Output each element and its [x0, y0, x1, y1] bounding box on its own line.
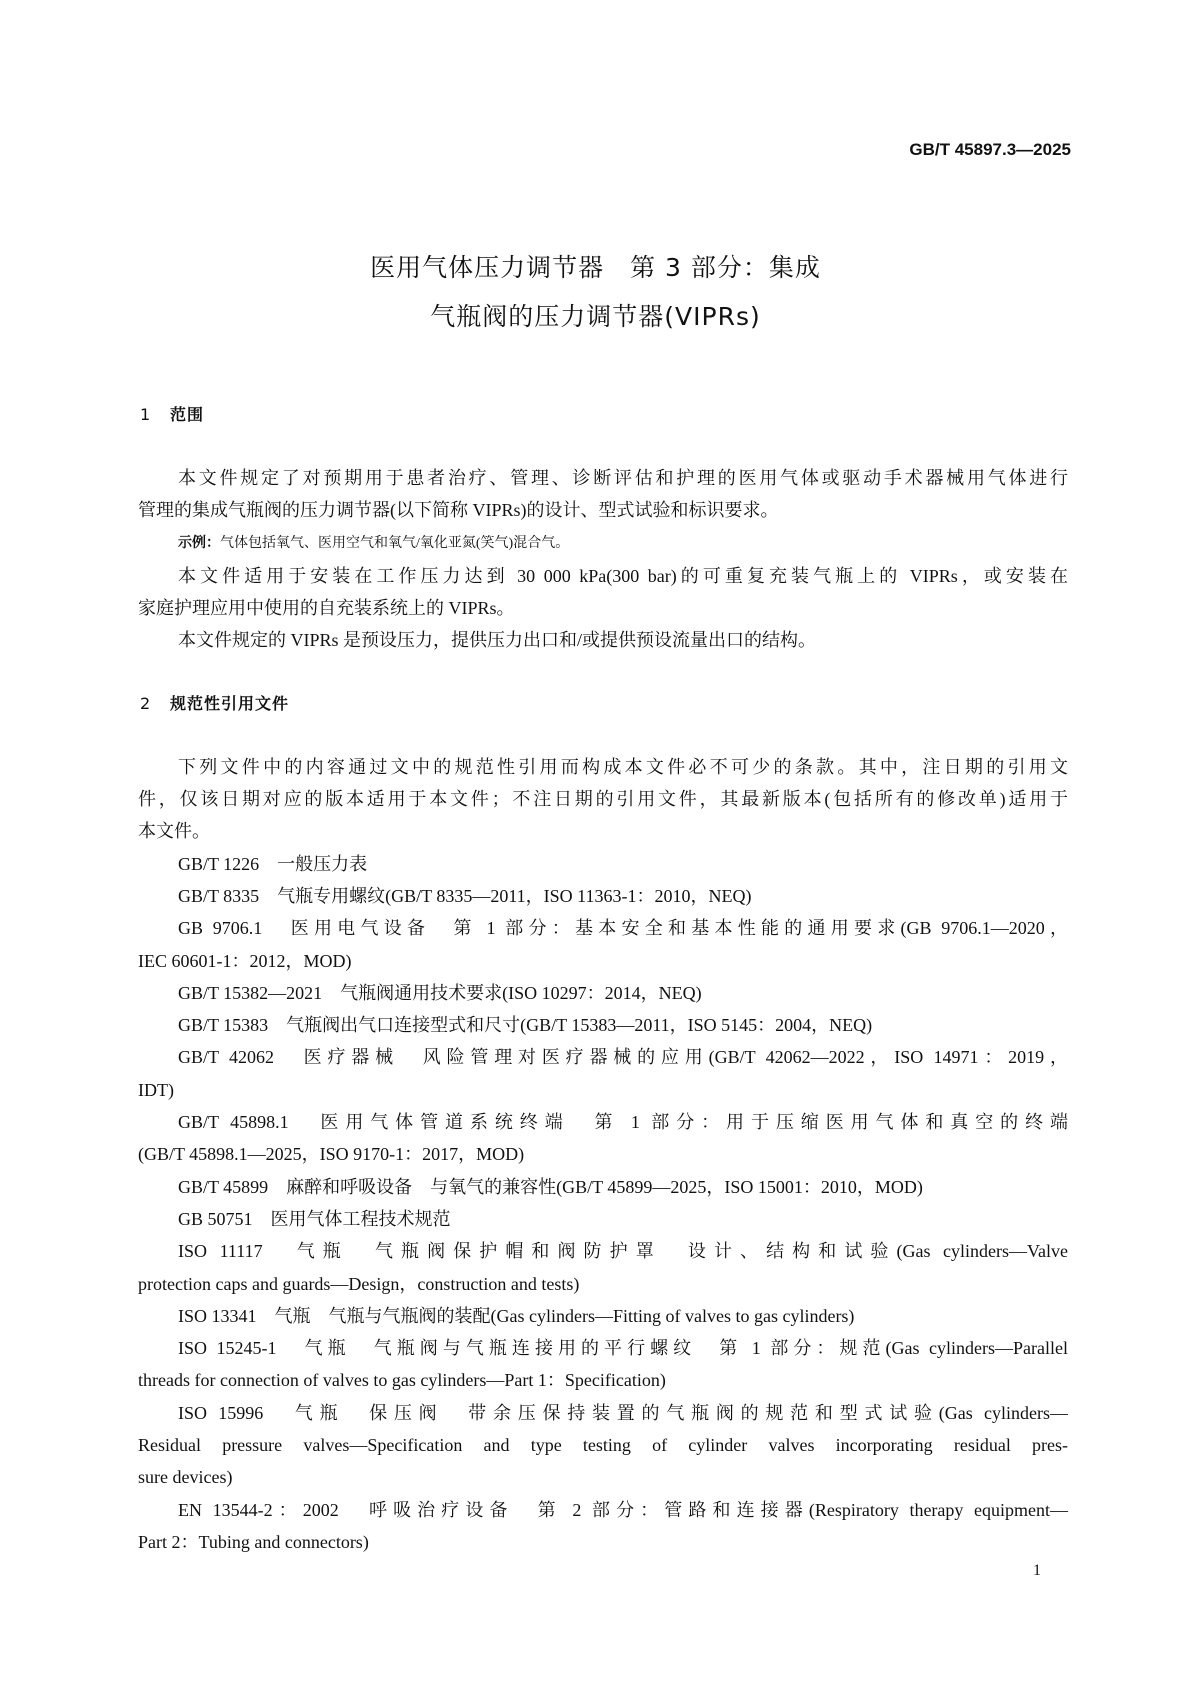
section-number: 1: [140, 405, 152, 424]
document-number: GB/T 45897.3—2025: [909, 140, 1071, 159]
section-2-body: [138, 751, 1068, 1558]
reference-item: ISO 13341 气瓶 气瓶与气瓶阀的装配(Gas cylinders—Fitting of valves to gas cylinders): [178, 1305, 855, 1326]
example-label: 示例：: [178, 534, 220, 551]
reference-item: GB 50751 医用气体工程技术规范: [178, 1208, 451, 1229]
reference-item-continuation: (GB/T 45898.1—2025，ISO 9170-1：2017，MOD): [138, 1144, 525, 1165]
reference-item: GB/T 45899 麻醉和呼吸设备 与氧气的兼容性(GB/T 45899—2025，ISO 15001：2010，MOD): [178, 1176, 923, 1197]
reference-item: GB/T 42062 医疗器械 风险管理对医疗器械的应用(GB/T 42062—2022，ISO 14971：2019，: [178, 1047, 1068, 1068]
paragraph-line: 本文件规定了对预期用于患者治疗、管理、诊断评估和护理的医用气体或驱动手术器械用气体进行: [178, 468, 1068, 488]
paragraph-line: 本文件。: [138, 821, 210, 842]
reference-item: ISO 15996 气瓶 保压阀 带余压保持装置的气瓶阀的规范和型式试验(Gas cylinders—: [178, 1402, 1068, 1423]
example-text: 气体包括氧气、医用空气和氧气/氧化亚氮(笑气)混合气。: [220, 535, 570, 551]
normative-references-list: [138, 848, 1068, 1559]
section-1-heading: [138, 404, 1068, 462]
reference-item-continuation: threads for connection of valves to gas cylinders—Part 1：Specification): [138, 1370, 666, 1391]
example: [138, 527, 1068, 560]
paragraph-line: 本文件规定的 VIPRs 是预设压力，提供压力出口和/或提供预设流量出口的结构。: [178, 630, 817, 651]
reference-item-continuation: IEC 60601-1：2012，MOD): [138, 950, 352, 971]
paragraph-line: 下列文件中的内容通过文中的规范性引用而构成本文件必不可少的条款。其中，注日期的引用文: [178, 756, 1068, 777]
reference-item-continuation: Part 2：Tubing and connectors): [138, 1531, 369, 1552]
reference-item: GB/T 15382—2021 气瓶阀通用技术要求(ISO 10297：2014，NEQ): [178, 982, 702, 1003]
reference-item-continuation: Residual pressure valves—Specification and type testing of cylinder valves incorporating residual pres-: [138, 1435, 1068, 1456]
reference-item-continuation: sure devices): [138, 1467, 233, 1488]
reference-item: GB/T 15383 气瓶阀出气口连接型式和尺寸(GB/T 15383—2011，ISO 5145：2004，NEQ): [178, 1015, 873, 1036]
page-number: 1: [1033, 1562, 1041, 1579]
section-2-heading: [138, 693, 1068, 751]
reference-item-continuation: protection caps and guards—Design，construction and tests): [138, 1273, 580, 1294]
paragraph-line: 本文件适用于安装在工作压力达到 30 000 kPa(300 bar)的可重复充装气瓶上的 VIPRs，或安装在: [178, 565, 1068, 586]
reference-item: GB/T 45898.1 医用气体管道系统终端 第 1 部分：用于压缩医用气体和真空的终端: [178, 1112, 1068, 1133]
reference-item: EN 13544-2：2002 呼吸治疗设备 第 2 部分：管路和连接器(Respiratory therapy equipment—: [178, 1499, 1068, 1520]
title-line-1: 医用气体压力调节器 第 3 部分：集成: [370, 253, 821, 282]
paragraph-line: 管理的集成气瓶阀的压力调节器(以下简称 VIPRs)的设计、型式试验和标识要求。: [138, 500, 779, 521]
reference-item-continuation: IDT): [138, 1079, 174, 1100]
section-title: 范围: [170, 405, 205, 424]
section-number: 2: [140, 693, 152, 713]
section-title: 规范性引用文件: [170, 693, 290, 713]
reference-item: ISO 15245-1 气瓶 气瓶阀与气瓶连接用的平行螺纹 第 1 部分：规范(Gas cylinders—Parallel: [178, 1338, 1068, 1359]
title-line-2: 气瓶阀的压力调节器(VIPRs): [430, 302, 761, 331]
reference-item: GB 9706.1 医用电气设备 第 1 部分：基本安全和基本性能的通用要求(GB 9706.1—2020，: [178, 918, 1068, 939]
section-1-body: [138, 462, 1068, 657]
reference-item: GB/T 1226 一般压力表: [178, 853, 368, 874]
paragraph-line: 件，仅该日期对应的版本适用于本文件；不注日期的引用文件，其最新版本(包括所有的修改单)适用于: [138, 789, 1068, 810]
document-body: [138, 404, 1068, 1558]
reference-item: GB/T 8335 气瓶专用螺纹(GB/T 8335—2011，ISO 11363-1：2010，NEQ): [178, 885, 752, 906]
paragraph-line: 家庭护理应用中使用的自充装系统上的 VIPRs。: [138, 598, 515, 619]
reference-item: ISO 11117 气瓶 气瓶阀保护帽和阀防护罩 设计、结构和试验(Gas cylinders—Valve: [178, 1241, 1068, 1262]
